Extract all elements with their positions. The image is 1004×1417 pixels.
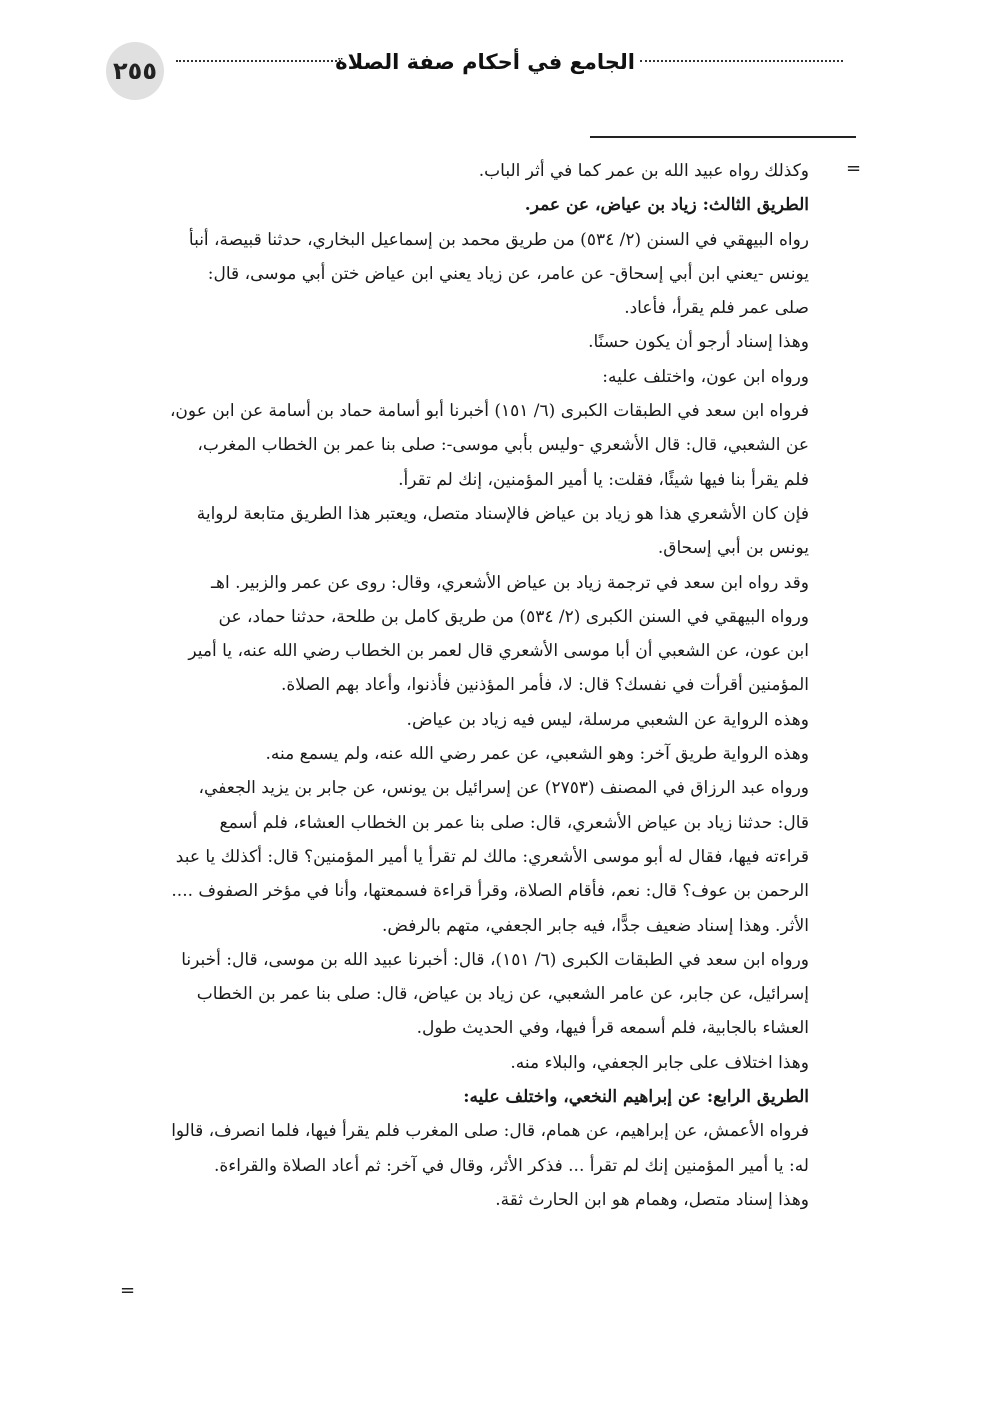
text-line: له: يا أمير المؤمنين إنك لم تقرأ ... فذكر الأثر، وقال في آخر: ثم أعاد الصلاة والقراءة. — [214, 1155, 809, 1176]
text-line: قال: حدثنا زياد بن عياض الأشعري، قال: صلى بنا عمر بن الخطاب العشاء، فلم أسمع — [219, 812, 809, 833]
text-line: العشاء بالجابية، فلم أسمعه قرأ فيها، وفي الحديث طول. — [416, 1018, 809, 1039]
header-dotted-leader-left — [176, 60, 341, 62]
text-line: يونس بن أبي إسحاق. — [657, 538, 809, 559]
text-line: وهذا إسناد أرجو أن يكون حسنًا. — [588, 332, 809, 353]
text-line: فرواه ابن سعد في الطبقات الكبرى (٦/ ١٥١) أخبرنا أبو أسامة حماد بن أسامة عن ابن عون، — [169, 401, 809, 422]
text-line: ورواه ابن سعد في الطبقات الكبرى (٦/ ١٥١)، قال: أخبرنا عبيد الله بن موسى، قال: أخبرنا — [181, 949, 809, 970]
text-line: فلم يقرأ بنا فيها شيئًا، فقلت: يا أمير المؤمنين، إنك لم تقرأ. — [398, 469, 809, 490]
text-line: الرحمن بن عوف؟ قال: نعم، فأقام الصلاة، وقرأ قراءة فسمعتها، وأنا في مؤخر الصفوف .... — [171, 881, 809, 902]
text-line: ورواه عبد الرزاق في المصنف (٢٧٥٣) عن إسرائيل بن يونس، عن جابر بن يزيد الجعفي، — [198, 778, 809, 799]
text-line: الأثر. وهذا إسناد ضعيف جدًّا، فيه جابر الجعفي، متهم بالرفض. — [382, 915, 809, 936]
section-heading-fourth-route: الطريق الرابع: عن إبراهيم النخعي، واختلف عليه: — [463, 1087, 809, 1108]
running-header-title: الجامع في أحكام صفة الصلاة — [335, 50, 635, 74]
text-line: رواه البيهقي في السنن (٢/ ٥٣٤) من طريق محمد بن إسماعيل البخاري، حدثنا قبيصة، أنبأ — [188, 229, 809, 250]
text-line: وهذا إسناد متصل، وهمام هو ابن الحارث ثقة. — [495, 1189, 809, 1210]
section-heading-third-route: الطريق الثالث: زياد بن عياض، عن عمر. — [524, 195, 809, 216]
footnote-separator-rule — [590, 136, 856, 138]
footnote-continuation-mark-top: = — [846, 158, 862, 179]
text-line: يونس -يعني ابن أبي إسحاق- عن عامر، عن زياد يعني ابن عياض ختن أبي موسى، قال: — [207, 263, 809, 284]
text-line: وهذه الرواية طريق آخر: وهو الشعبي، عن عمر رضي الله عنه، ولم يسمع منه. — [265, 744, 809, 765]
text-line: وقد رواه ابن سعد في ترجمة زياد بن عياض الأشعري، وقال: روى عن عمر والزبير. اهـ — [211, 572, 809, 593]
footnote-continuation-mark-bottom: = — [120, 1280, 136, 1301]
page-number: ٢٥٥ — [106, 42, 164, 100]
text-line: قراءته فيها، فقال له أبو موسى الأشعري: مالك لم تقرأ يا أمير المؤمنين؟ قال: أكذلك يا عبد — [175, 846, 809, 867]
text-line: ورواه البيهقي في السنن الكبرى (٢/ ٥٣٤) من طريق كامل بن طلحة، حدثنا حماد، عن — [218, 606, 809, 627]
text-line: فإن كان الأشعري هذا هو زياد بن عياض فالإسناد متصل، ويعتبر هذا الطريق متابعة لرواية — [196, 503, 809, 524]
text-line: عن الشعبي، قال: قال الأشعري -وليس بأبي موسى-: صلى بنا عمر بن الخطاب المغرب، — [197, 435, 809, 456]
text-line: ابن عون، عن الشعبي أن أبا موسى الأشعري قال لعمر بن الخطاب رضي الله عنه، يا أمير — [188, 641, 809, 662]
text-line: إسرائيل، عن جابر، عن عامر الشعبي، عن زياد بن عياض، قال: صلى بنا عمر بن الخطاب — [196, 984, 809, 1005]
text-line: وهذه الرواية عن الشعبي مرسلة، ليس فيه زياد بن عياض. — [406, 709, 809, 730]
header-dotted-leader-right — [640, 60, 843, 62]
footnote-body — [116, 154, 809, 1217]
text-line: فرواه الأعمش، عن إبراهيم، عن همام، قال: صلى المغرب فلم يقرأ فيها، فلما انصرف، قالوا — [171, 1121, 809, 1142]
text-line: ورواه ابن عون، واختلف عليه: — [602, 366, 809, 387]
text-line: وهذا اختلاف على جابر الجعفي، والبلاء منه. — [510, 1052, 809, 1073]
text-line: المؤمنين أقرأت في نفسك؟ قال: لا، فأمر المؤذنين فأذنوا، وأعاد بهم الصلاة. — [280, 675, 809, 696]
text-line: صلى عمر فلم يقرأ، فأعاد. — [624, 298, 809, 319]
text-line: وكذلك رواه عبيد الله بن عمر كما في أثر الباب. — [478, 161, 809, 181]
